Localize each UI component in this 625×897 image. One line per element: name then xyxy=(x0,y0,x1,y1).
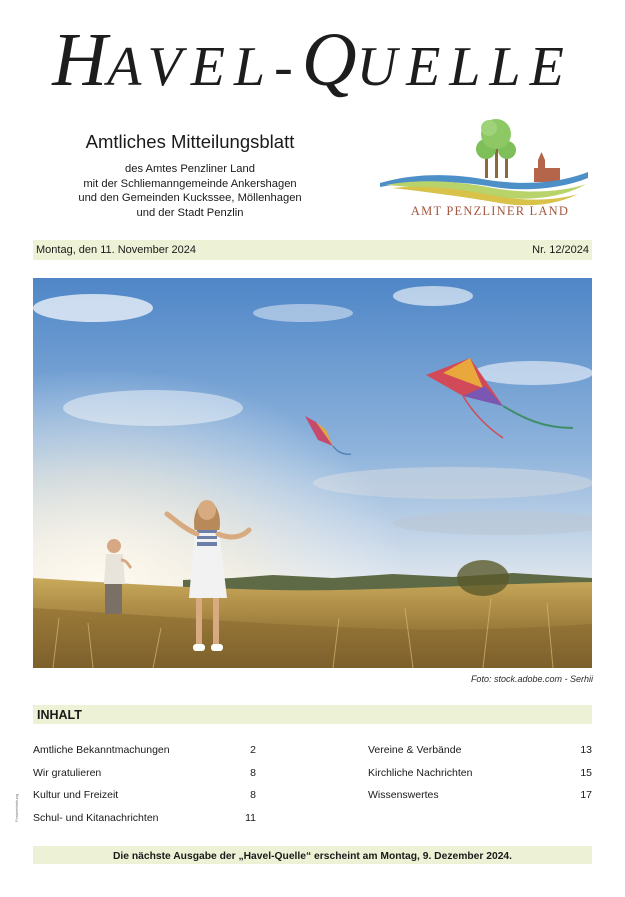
photo-credit: Foto: stock.adobe.com - Serhii xyxy=(470,674,593,684)
contents-entry-label: Wir gratulieren xyxy=(33,766,102,779)
issue-date: Montag, den 11. November 2024 xyxy=(36,244,197,256)
contents-entry-label: Kultur und Freizeit xyxy=(33,789,119,802)
contents-entry-page: 8 xyxy=(250,766,256,779)
contents-entry-page: 8 xyxy=(250,789,256,802)
contents-entry-page: 11 xyxy=(245,811,256,824)
contents-entry-page: 17 xyxy=(580,789,592,802)
side-note: Postvertriebung xyxy=(14,793,19,822)
contents-entry-page: 13 xyxy=(580,744,592,756)
next-issue-bar xyxy=(33,846,592,864)
issue-number: Nr. 12/2024 xyxy=(532,244,589,256)
date-issue-bar xyxy=(33,240,592,260)
subtitle-main: Amtliches Mitteilungsblatt xyxy=(85,131,295,152)
contents-entry-label: Vereine & Verbände xyxy=(368,744,462,756)
contents-entry-label: Kirchliche Nachrichten xyxy=(368,766,473,779)
contents-title: INHALT xyxy=(37,708,82,722)
masthead-title: HAVEL-QUELLE xyxy=(52,18,573,102)
contents-entry xyxy=(33,744,256,767)
contents-entry xyxy=(33,767,256,790)
subtitle-line: des Amtes Penzliner Land xyxy=(125,163,255,175)
publication-subtitle xyxy=(40,131,340,220)
contents-entry-page: 15 xyxy=(580,766,592,779)
contents-entry xyxy=(33,812,256,835)
next-issue-text: Die nächste Ausgabe der „Havel-Quelle“ erscheint am Montag, 9. Dezember 2024. xyxy=(112,851,513,862)
contents-header xyxy=(33,705,592,724)
subtitle-line: und der Stadt Penzlin xyxy=(136,206,244,219)
cover-photo xyxy=(33,278,592,668)
contents-entry xyxy=(368,744,592,767)
contents-entry xyxy=(368,767,592,790)
contents-entry-label: Amtliche Bekanntmachungen xyxy=(33,744,170,756)
subtitle-line: mit der Schliemanngemeinde Ankershagen xyxy=(83,177,297,190)
logo-text: AMT PENZLINER LAND xyxy=(410,204,570,218)
contents-entry xyxy=(33,789,256,812)
contents-entry xyxy=(368,789,592,812)
contents-entry-label: Wissenswertes xyxy=(368,789,439,802)
contents-list-left xyxy=(33,744,256,834)
amt-penzliner-land-logo xyxy=(378,112,590,220)
contents-entry-page: 2 xyxy=(250,744,256,756)
contents-list-right xyxy=(368,744,592,812)
contents-entry-label: Schul- und Kitanachrichten xyxy=(33,811,159,824)
subtitle-line: und den Gemeinden Kuckssee, Möllenhagen xyxy=(78,192,302,205)
